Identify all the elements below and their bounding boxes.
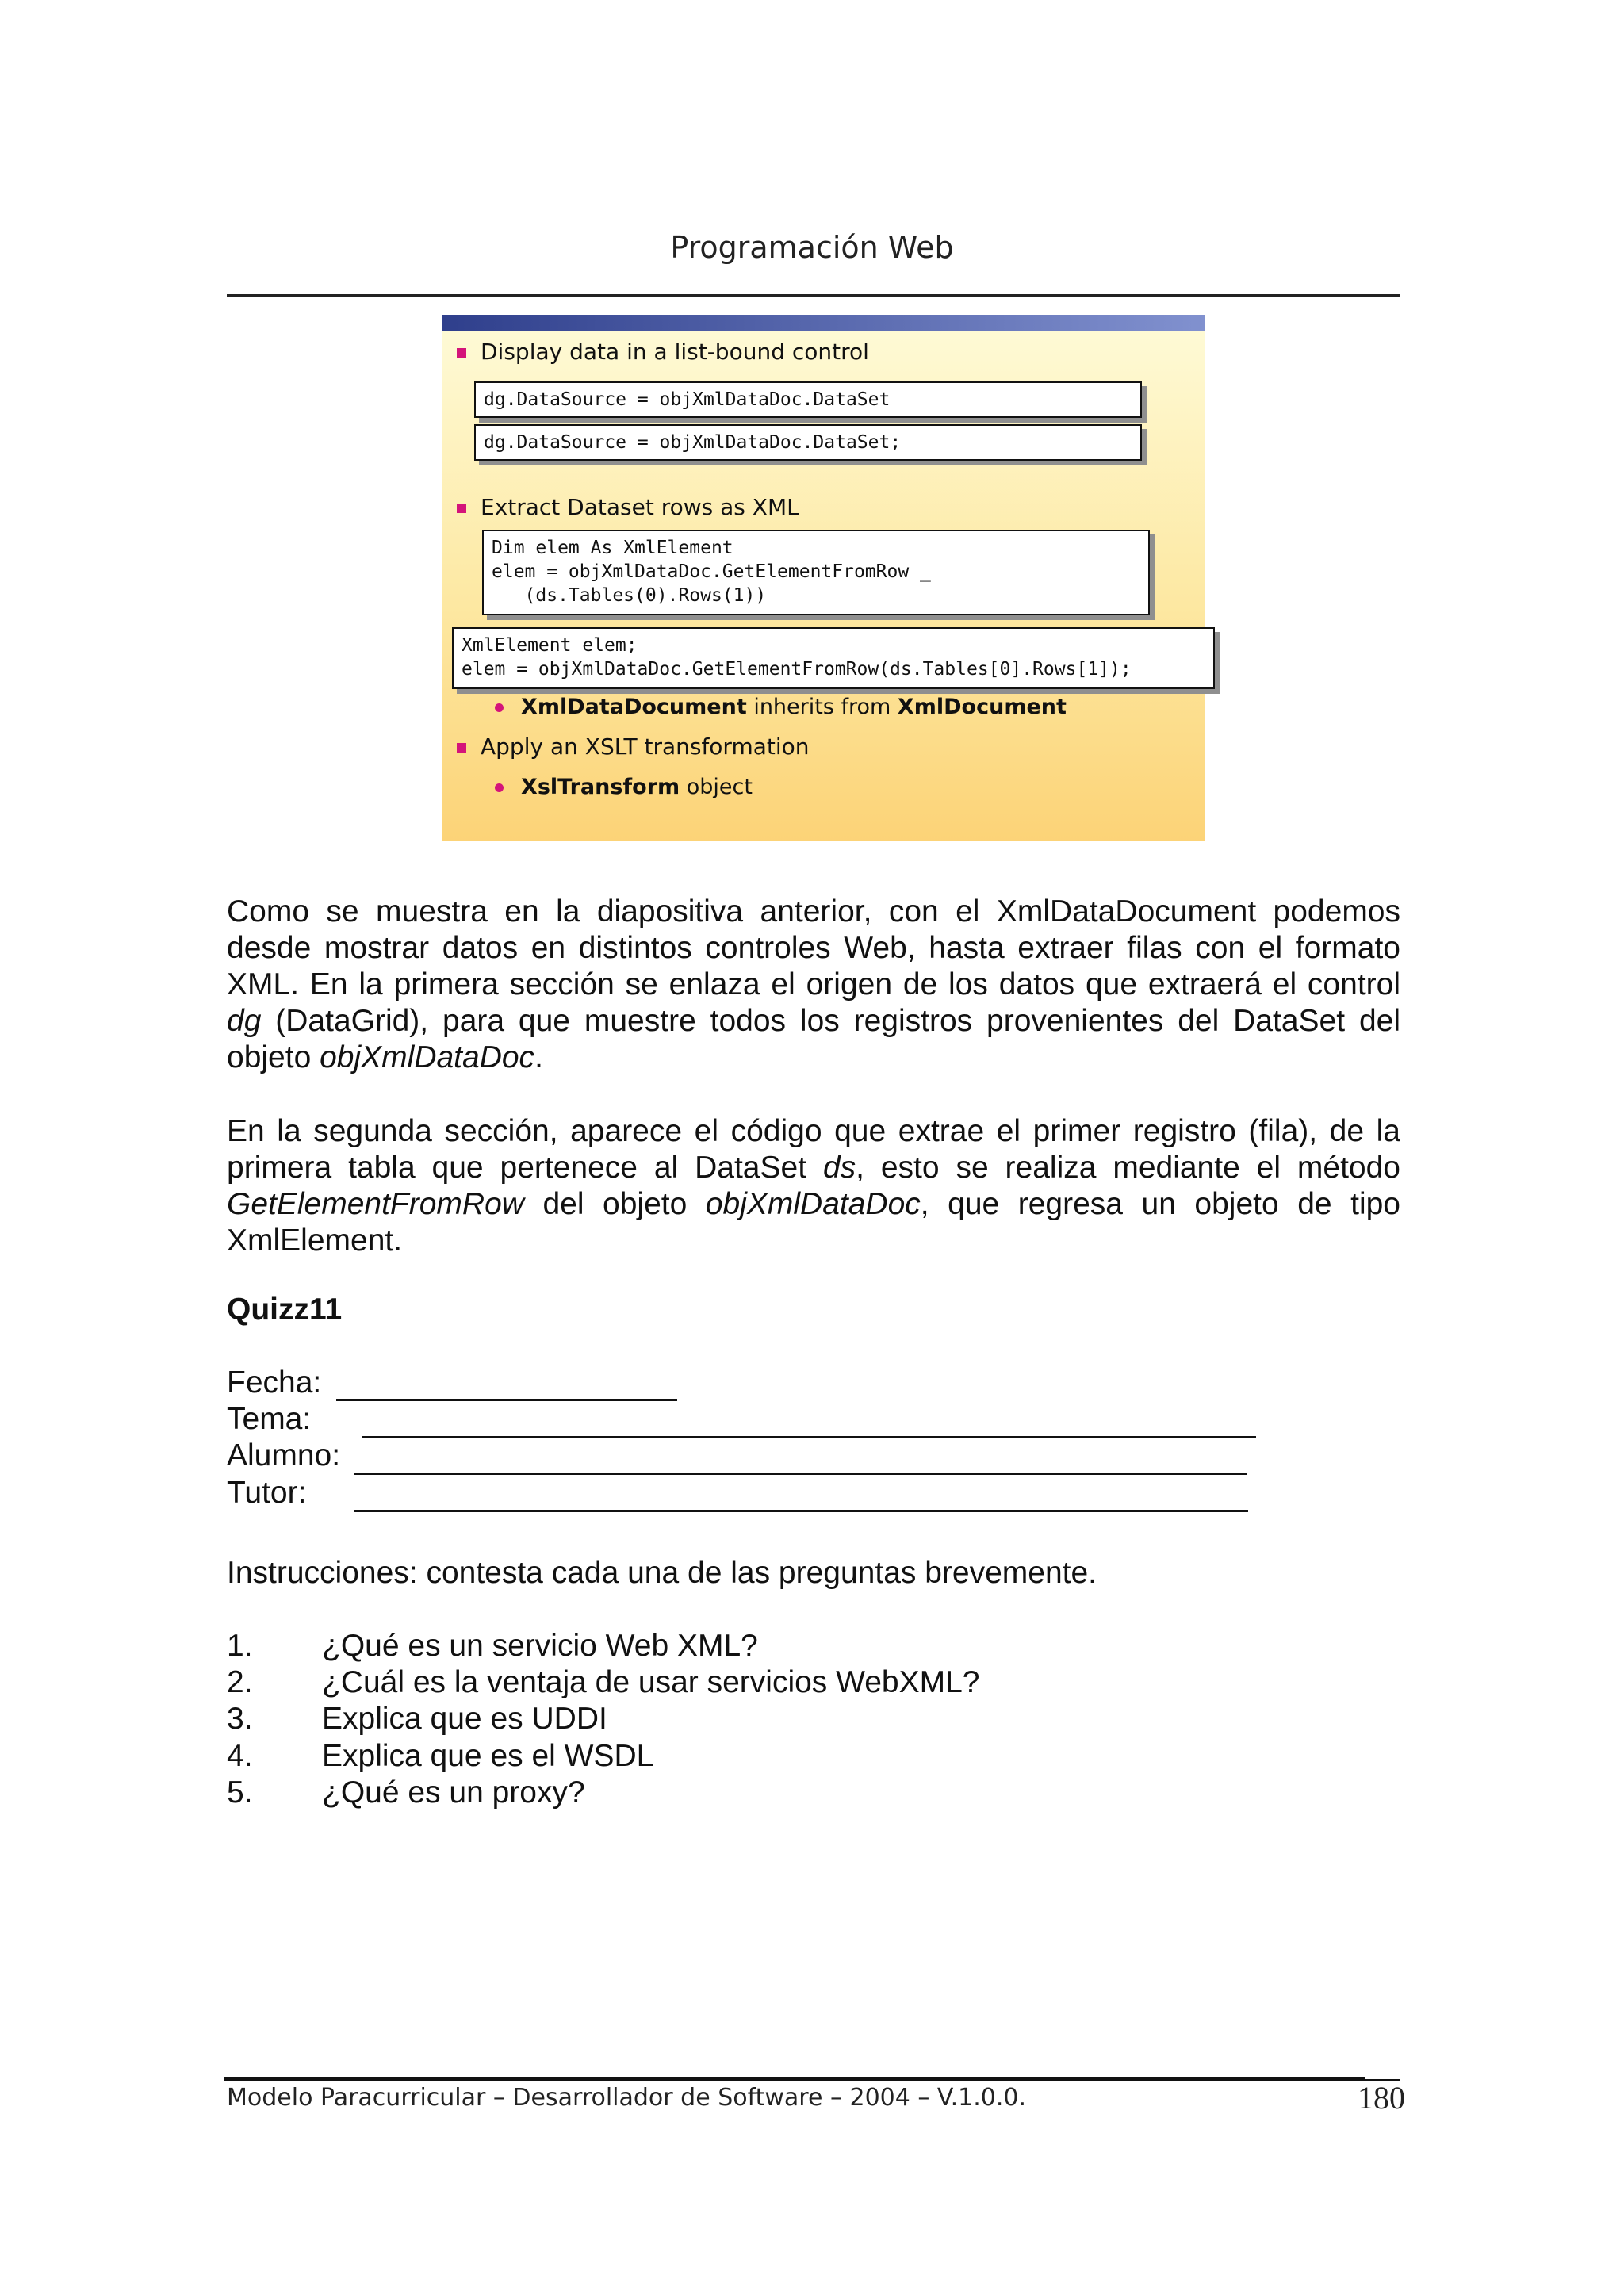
slide-image [442,315,1205,841]
square-bullet-icon [457,348,466,358]
slide-subbullet-xsltransform: XslTransform object [495,775,753,799]
square-bullet-icon [457,743,466,753]
slide-bullet-label: Apply an XSLT transformation [481,733,810,760]
question-number: 5. [227,1775,253,1810]
question-text: Explica que es UDDI [322,1702,607,1736]
slide-bullet-label: Extract Dataset rows as XML [481,494,799,520]
body-paragraph-2: En la segunda sección, aparece el código que extrae el primer registro (fila), de la primera tabla que pertenece al DataSet ds, esto se realiza mediante el método GetElementFromRow del objeto objXmlDataDoc, que regresa un objeto de tipo XmlElement. [227,1114,1400,1258]
square-bullet-icon [457,504,466,513]
question-number: 2. [227,1665,253,1699]
code-block-cs-extract: XmlElement elem; elem = objXmlDataDoc.GetElementFromRow(ds.Tables[0].Rows[1]); [452,627,1215,689]
field-alumno-label: Alumno: [227,1438,341,1473]
code-block-cs-datasource: dg.DataSource = objXmlDataDoc.DataSet; [474,424,1142,461]
field-fecha-blank[interactable] [336,1399,677,1401]
field-fecha-label: Fecha: [227,1365,322,1400]
field-tutor-blank[interactable] [354,1510,1248,1512]
round-bullet-icon [495,703,504,712]
slide-bullet-display-data [457,339,869,365]
page-number: 180 [1358,2080,1405,2116]
header-divider [227,294,1400,297]
code-block-vb-extract: Dim elem As XmlElement elem = objXmlDataDoc.GetElementFromRow _ (ds.Tables(0).Rows(1)) [482,530,1150,615]
slide-bullet-xslt [457,733,810,760]
field-tutor-label: Tutor: [227,1476,307,1510]
slide-bullet-label: Display data in a list-bound control [481,339,869,365]
slide-title-bar [442,315,1205,331]
question-number: 1. [227,1629,253,1663]
question-number: 4. [227,1739,253,1773]
quiz-instructions: Instrucciones: contesta cada una de las preguntas brevemente. [227,1556,1097,1590]
field-alumno-blank[interactable] [354,1473,1247,1475]
code-block-vb-datasource: dg.DataSource = objXmlDataDoc.DataSet [474,381,1142,418]
round-bullet-icon [495,783,504,792]
body-paragraph-1: Como se muestra en la diapositiva anterior, con el XmlDataDocument podemos desde mostrar datos en distintos controles Web, hasta extraer filas con el formato XML. En la primera sección se enlaza el origen de los datos que extraerá el control dg (DataGrid), para que muestre todos los registros provenientes del DataSet del objeto objXmlDataDoc. [227,894,1400,1074]
slide-bullet-extract-rows [457,494,799,520]
field-tema-label: Tema: [227,1402,312,1436]
field-tema-blank[interactable] [362,1436,1256,1438]
page-header-title: Programación Web [670,230,954,265]
footer-text: Modelo Paracurricular – Desarrollador de Software – 2004 – V.1.0.0. [227,2084,1026,2112]
question-text: ¿Cuál es la ventaja de usar servicios WebXML? [322,1665,980,1699]
question-text: ¿Qué es un servicio Web XML? [322,1629,758,1663]
quiz-title: Quizz11 [227,1293,343,1327]
question-text: Explica que es el WSDL [322,1739,654,1773]
slide-subbullet-inherits: XmlDataDocument inherits from XmlDocument [495,695,1067,719]
footer-divider [224,2077,1365,2081]
question-number: 3. [227,1702,253,1736]
question-text: ¿Qué es un proxy? [322,1775,585,1810]
